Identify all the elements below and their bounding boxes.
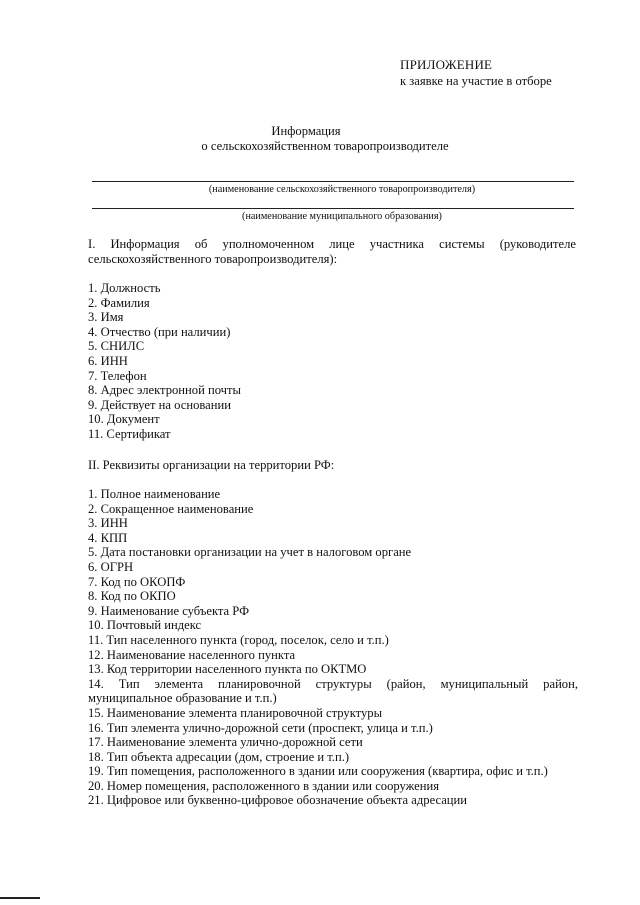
list-item: 18. Тип объекта адресации (дом, строение и т.п.) — [88, 749, 350, 764]
list-item: 19. Тип помещения, расположенного в здании или сооружения (квартира, офис и т.п.) — [88, 764, 548, 779]
list-item: 16. Тип элемента улично-дорожной сети (проспект, улица и т.п.) — [88, 720, 433, 735]
list-item: 20. Номер помещения, расположенного в здании или сооружения — [88, 778, 440, 793]
list-item: 11. Сертификат — [88, 426, 171, 441]
section-2-list — [88, 487, 578, 808]
section-1-heading-line1: I. Информация об уполномоченном лице участника системы (руководителе — [88, 237, 576, 251]
list-item: 4. КПП — [88, 530, 128, 545]
list-item: 8. Код по ОКПО — [88, 589, 176, 604]
section-1-list — [88, 281, 578, 442]
list-item: 15. Наименование элемента планировочной структуры — [88, 705, 383, 720]
document-title — [0, 124, 640, 153]
list-item: 13. Код территории населенного пункта по ОКТМО — [88, 662, 367, 677]
page-edge-mark — [0, 897, 40, 899]
list-item: 2. Сокращенное наименование — [88, 501, 254, 516]
list-item: 5. СНИЛС — [88, 339, 145, 354]
section-1-heading — [88, 237, 576, 266]
list-item: 3. Имя — [88, 310, 124, 325]
appendix-header — [400, 58, 552, 88]
list-item: 21. Цифровое или буквенно-цифровое обозначение объекта адресации — [88, 793, 468, 808]
list-item: 10. Почтовый индекс — [88, 618, 202, 633]
producer-name-caption: (наименование сельскохозяйственного товаропроизводителя) — [208, 184, 476, 195]
list-item: 5. Дата постановки организации на учет в налоговом органе — [88, 545, 412, 560]
document-title-line1: Информация — [271, 124, 341, 138]
list-item: 10. Документ — [88, 412, 160, 427]
list-item: 1. Полное наименование — [88, 487, 221, 501]
municipality-fill-line — [92, 208, 574, 209]
list-item: 9. Действует на основании — [88, 397, 231, 412]
list-item: 7. Код по ОКОПФ — [88, 574, 186, 589]
list-item: 12. Наименование населенного пункта — [88, 647, 296, 662]
list-item: 6. ОГРН — [88, 559, 134, 574]
appendix-subtitle: к заявке на участие в отборе — [400, 73, 552, 88]
section-2-heading: II. Реквизиты организации на территории РФ: — [88, 458, 335, 472]
list-item: 3. ИНН — [88, 516, 128, 531]
list-item: 14. Тип элемента планировочной структуры (район, муниципальный район, — [88, 676, 578, 691]
list-item: 6. ИНН — [88, 353, 128, 368]
producer-name-fill-line — [92, 181, 574, 182]
municipality-caption: (наименование муниципального образования) — [242, 211, 442, 222]
document-title-line2: о сельскохозяйственном товаропроизводителе — [201, 138, 449, 153]
list-item: 8. Адрес электронной почты — [88, 383, 241, 398]
list-item: 1. Должность — [88, 281, 161, 295]
list-item: 4. Отчество (при наличии) — [88, 324, 231, 339]
list-item-continuation: муниципальное образование и т.п.) — [88, 691, 277, 706]
list-item: 7. Телефон — [88, 368, 147, 383]
list-item: 9. Наименование субъекта РФ — [88, 603, 250, 618]
appendix-title: ПРИЛОЖЕНИЕ — [400, 57, 493, 72]
list-item: 17. Наименование элемента улично-дорожной сети — [88, 735, 363, 750]
list-item: 11. Тип населенного пункта (город, поселок, село и т.п.) — [88, 632, 389, 647]
section-1-heading-line2: сельскохозяйственного товаропроизводителя): — [88, 251, 338, 266]
list-item: 2. Фамилия — [88, 295, 150, 310]
